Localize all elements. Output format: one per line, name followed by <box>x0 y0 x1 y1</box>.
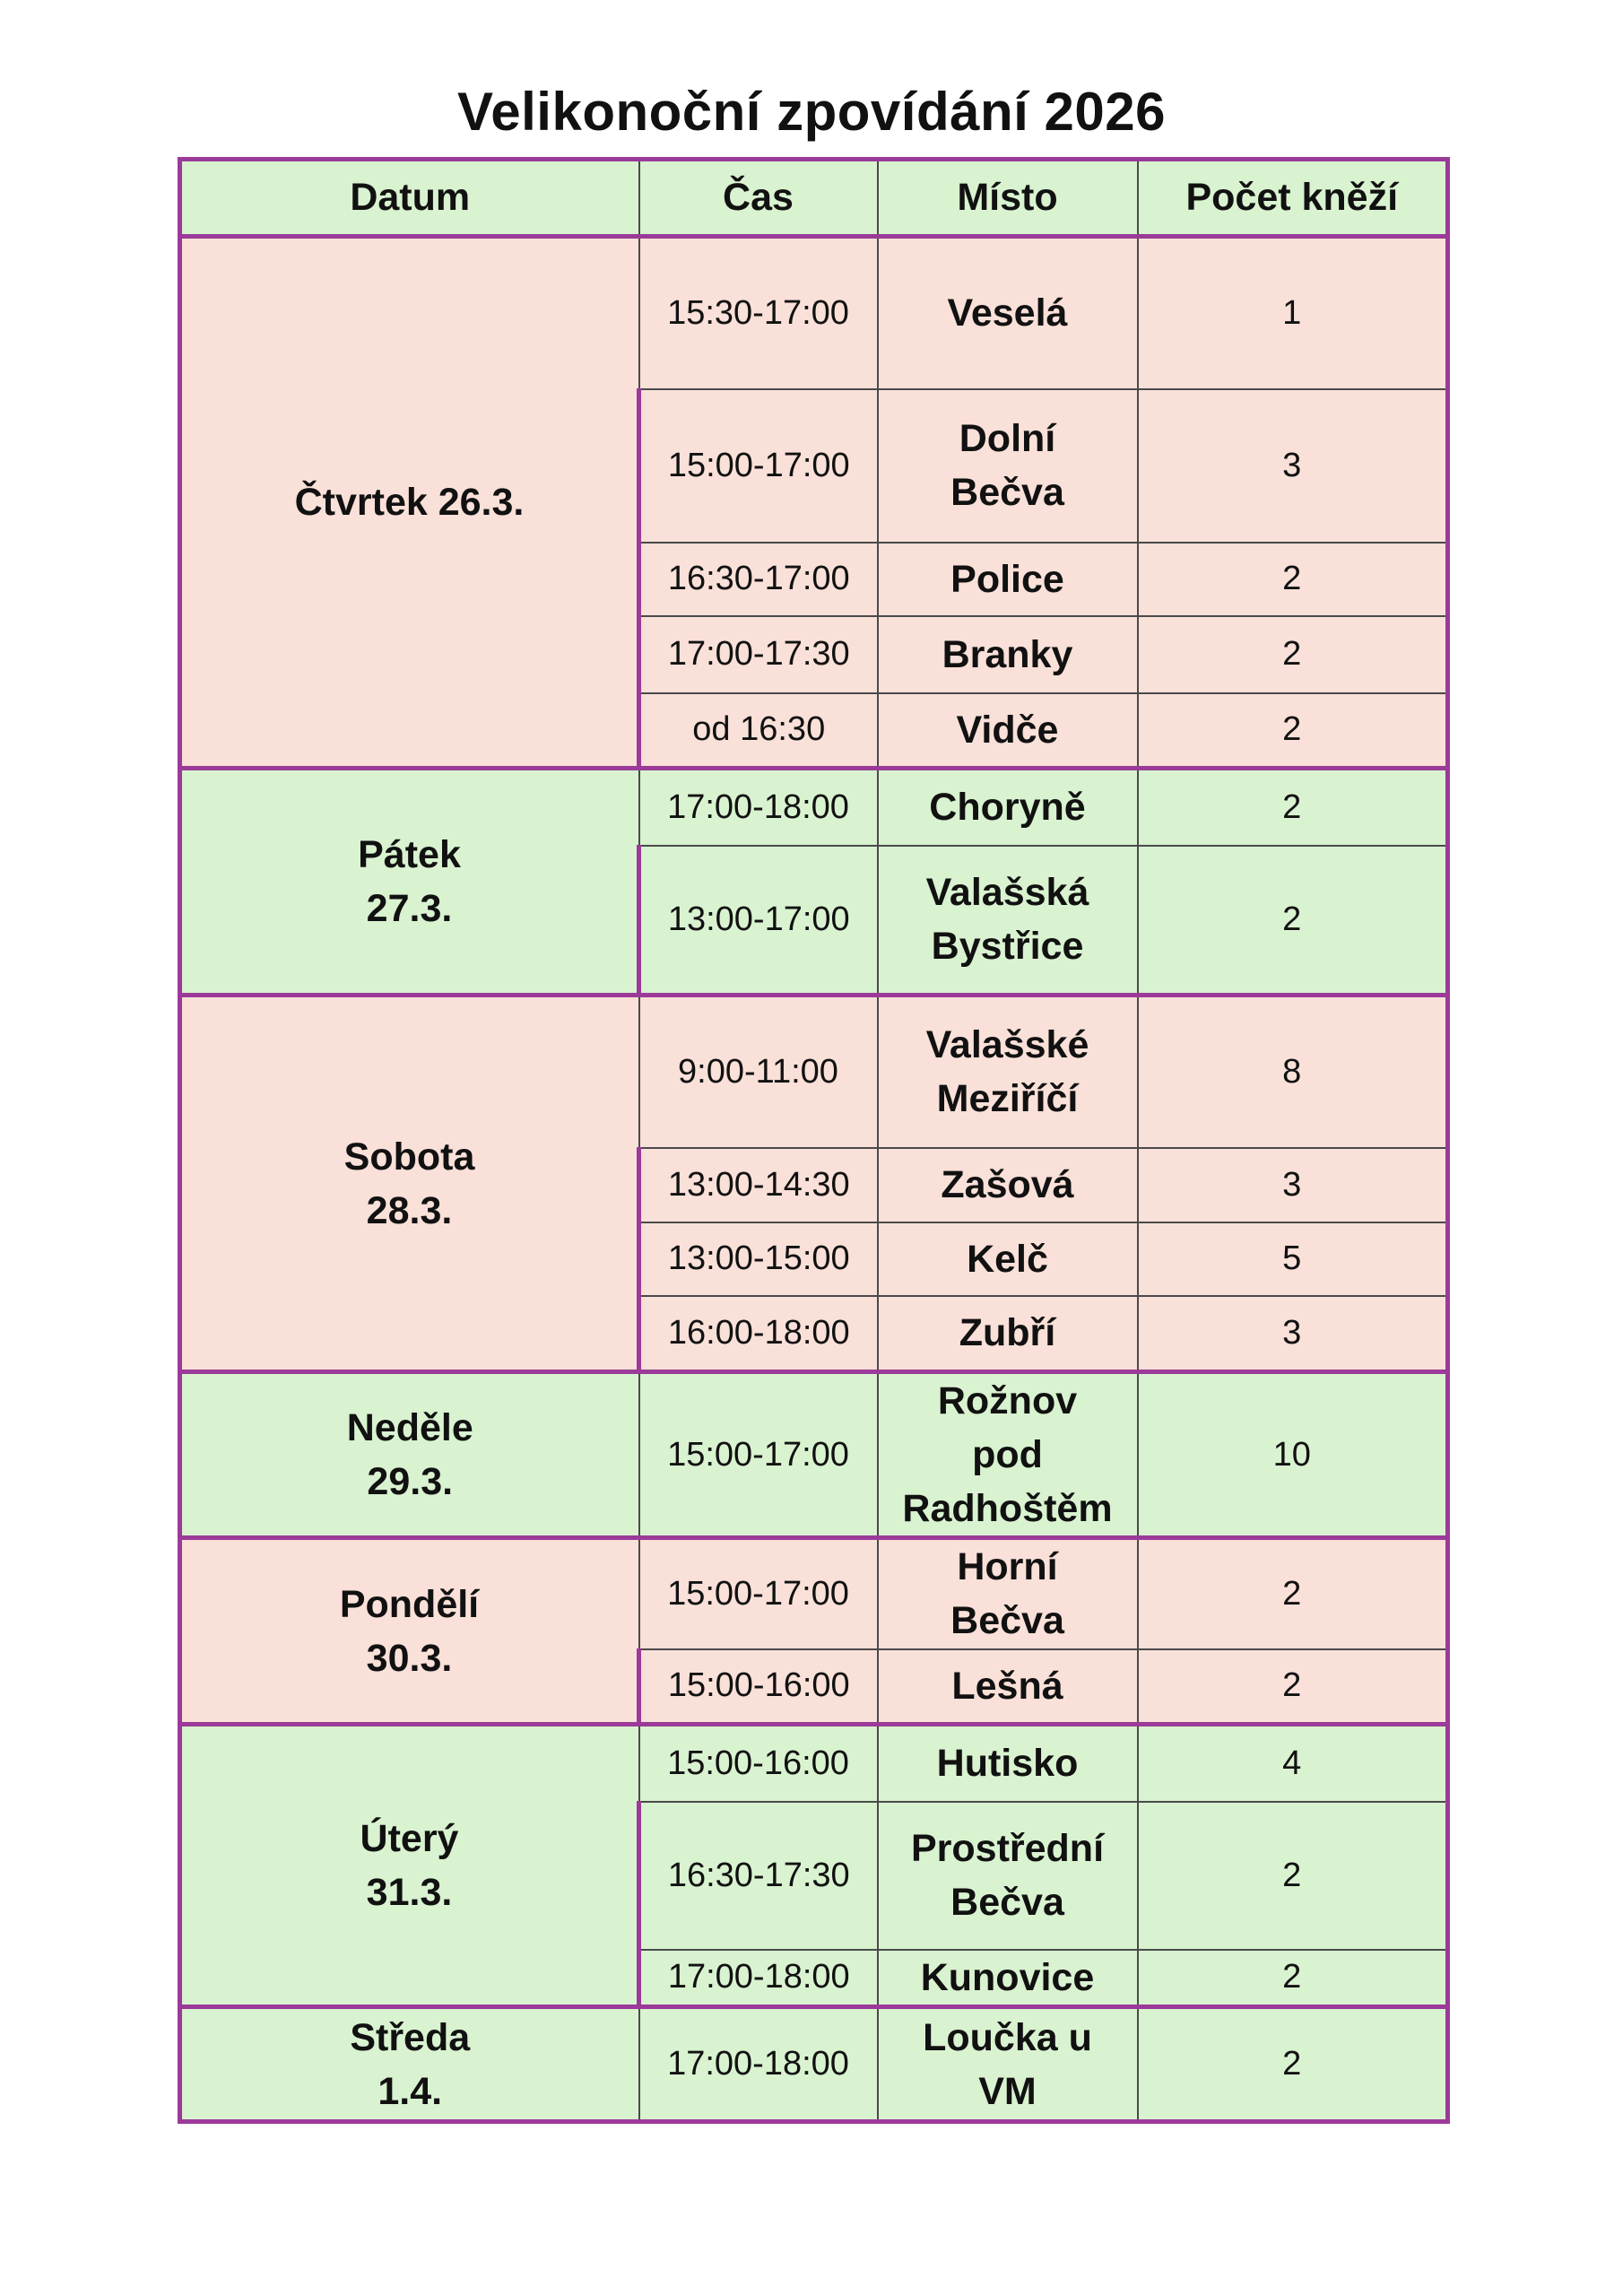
priest-count-cell: 3 <box>1138 1296 1448 1372</box>
time-cell: od 16:30 <box>639 693 878 769</box>
priest-count-cell: 2 <box>1138 2007 1448 2122</box>
place-line: VM <box>978 2069 1037 2113</box>
table-header-row <box>180 160 1448 237</box>
table-row <box>180 237 1448 389</box>
place-cell <box>878 2007 1138 2122</box>
date-cell <box>180 1372 639 1538</box>
table-row <box>180 769 1448 846</box>
time-cell: 9:00-11:00 <box>639 996 878 1148</box>
place-line: Radhoštěm <box>902 1487 1113 1530</box>
place-line: Valašská <box>925 871 1089 915</box>
priest-count-cell: 2 <box>1138 846 1448 996</box>
place-cell <box>878 769 1138 846</box>
time-cell: 13:00-14:30 <box>639 1148 878 1222</box>
priest-count-cell: 5 <box>1138 1222 1448 1296</box>
place-line: Kunovice <box>920 1955 1095 1999</box>
time-cell: 15:00-16:00 <box>639 1649 878 1725</box>
place-cell <box>878 1296 1138 1372</box>
place-cell <box>878 846 1138 996</box>
priest-count-cell: 3 <box>1138 389 1448 543</box>
header-time: Čas <box>639 160 878 237</box>
place-cell <box>878 1950 1138 2007</box>
date-line: 30.3. <box>366 1636 453 1680</box>
place-line: Valašské <box>925 1023 1089 1067</box>
place-line: Bečva <box>950 471 1064 514</box>
date-line: Středa <box>350 2015 471 2059</box>
place-cell <box>878 1649 1138 1725</box>
place-cell <box>878 1802 1138 1950</box>
place-cell <box>878 1725 1138 1802</box>
table-row <box>180 1538 1448 1649</box>
place-line: Branky <box>942 632 1073 676</box>
priest-count-cell: 3 <box>1138 1148 1448 1222</box>
place-cell <box>878 389 1138 543</box>
time-cell: 16:30-17:00 <box>639 543 878 616</box>
place-line: Meziříčí <box>936 1077 1079 1121</box>
header-place: Místo <box>878 160 1138 237</box>
date-line: 29.3. <box>367 1460 454 1503</box>
priest-count-cell: 8 <box>1138 996 1448 1148</box>
priest-count-cell: 2 <box>1138 543 1448 616</box>
date-cell <box>180 769 639 996</box>
time-cell: 15:00-17:00 <box>639 1538 878 1649</box>
place-line: Veselá <box>947 291 1068 335</box>
priest-count-cell: 2 <box>1138 1950 1448 2007</box>
page-title: Velikonoční zpovídání 2026 <box>457 82 1166 142</box>
table-body <box>180 237 1448 2122</box>
priest-count-cell: 1 <box>1138 237 1448 389</box>
date-cell <box>180 237 639 769</box>
place-cell <box>878 237 1138 389</box>
time-cell: 15:00-16:00 <box>639 1725 878 1802</box>
priest-count-cell: 2 <box>1138 1802 1448 1950</box>
time-cell: 15:00-17:00 <box>639 389 878 543</box>
date-line: 1.4. <box>378 2069 443 2113</box>
place-line: Rožnov <box>937 1379 1078 1422</box>
priest-count-cell: 4 <box>1138 1725 1448 1802</box>
date-cell <box>180 1538 639 1725</box>
date-line: Pondělí <box>339 1582 480 1626</box>
time-cell: 17:00-18:00 <box>639 769 878 846</box>
date-cell <box>180 996 639 1372</box>
priest-count-cell: 2 <box>1138 1538 1448 1649</box>
place-line: Bystřice <box>931 925 1084 969</box>
date-line: Pátek <box>358 833 461 876</box>
time-cell: 15:30-17:00 <box>639 237 878 389</box>
place-line: Choryně <box>929 786 1086 830</box>
time-cell: 17:00-18:00 <box>639 1950 878 2007</box>
place-line: Horní <box>957 1545 1058 1589</box>
date-line: Neděle <box>346 1406 473 1449</box>
place-line: Vidče <box>956 708 1059 752</box>
priest-count-cell: 2 <box>1138 693 1448 769</box>
date-line: 31.3. <box>366 1871 453 1914</box>
place-cell <box>878 1148 1138 1222</box>
table-row <box>180 2007 1448 2122</box>
place-line: Dolní <box>959 417 1056 460</box>
priest-count-cell: 2 <box>1138 1649 1448 1725</box>
table-row <box>180 1372 1448 1538</box>
place-cell <box>878 1538 1138 1649</box>
place-line: Bečva <box>950 1599 1064 1643</box>
time-cell: 16:00-18:00 <box>639 1296 878 1372</box>
time-cell: 17:00-17:30 <box>639 616 878 693</box>
date-line: Sobota <box>343 1135 475 1178</box>
priest-count-cell: 2 <box>1138 769 1448 846</box>
time-cell: 13:00-15:00 <box>639 1222 878 1296</box>
place-line: Prostřední <box>910 1827 1105 1870</box>
time-cell: 15:00-17:00 <box>639 1372 878 1538</box>
header-date: Datum <box>180 160 639 237</box>
place-line: pod <box>972 1433 1043 1476</box>
date-cell <box>180 2007 639 2122</box>
table-row <box>180 1725 1448 1802</box>
place-line: Kelč <box>967 1237 1048 1281</box>
date-line: 28.3. <box>366 1188 453 1232</box>
time-cell: 13:00-17:00 <box>639 846 878 996</box>
place-line: Hutisko <box>936 1742 1079 1786</box>
priest-count-cell: 10 <box>1138 1372 1448 1538</box>
place-cell <box>878 616 1138 693</box>
place-line: Loučka u <box>923 2015 1092 2059</box>
priest-count-cell: 2 <box>1138 616 1448 693</box>
date-line: Čtvrtek 26.3. <box>294 481 525 524</box>
place-cell <box>878 543 1138 616</box>
header-priest-count: Počet kněží <box>1138 160 1448 237</box>
confession-schedule-table <box>178 157 1450 2124</box>
place-cell <box>878 1372 1138 1538</box>
table-row <box>180 996 1448 1148</box>
place-cell <box>878 693 1138 769</box>
date-line: 27.3. <box>366 887 453 930</box>
place-line: Lešná <box>951 1664 1063 1708</box>
place-line: Bečva <box>950 1881 1064 1924</box>
place-line: Police <box>950 557 1064 601</box>
place-line: Zubří <box>959 1311 1056 1355</box>
time-cell: 16:30-17:30 <box>639 1802 878 1950</box>
date-cell <box>180 1725 639 2007</box>
place-cell <box>878 996 1138 1148</box>
date-line: Úterý <box>360 1817 459 1860</box>
place-line: Zašová <box>941 1163 1074 1206</box>
time-cell: 17:00-18:00 <box>639 2007 878 2122</box>
place-cell <box>878 1222 1138 1296</box>
